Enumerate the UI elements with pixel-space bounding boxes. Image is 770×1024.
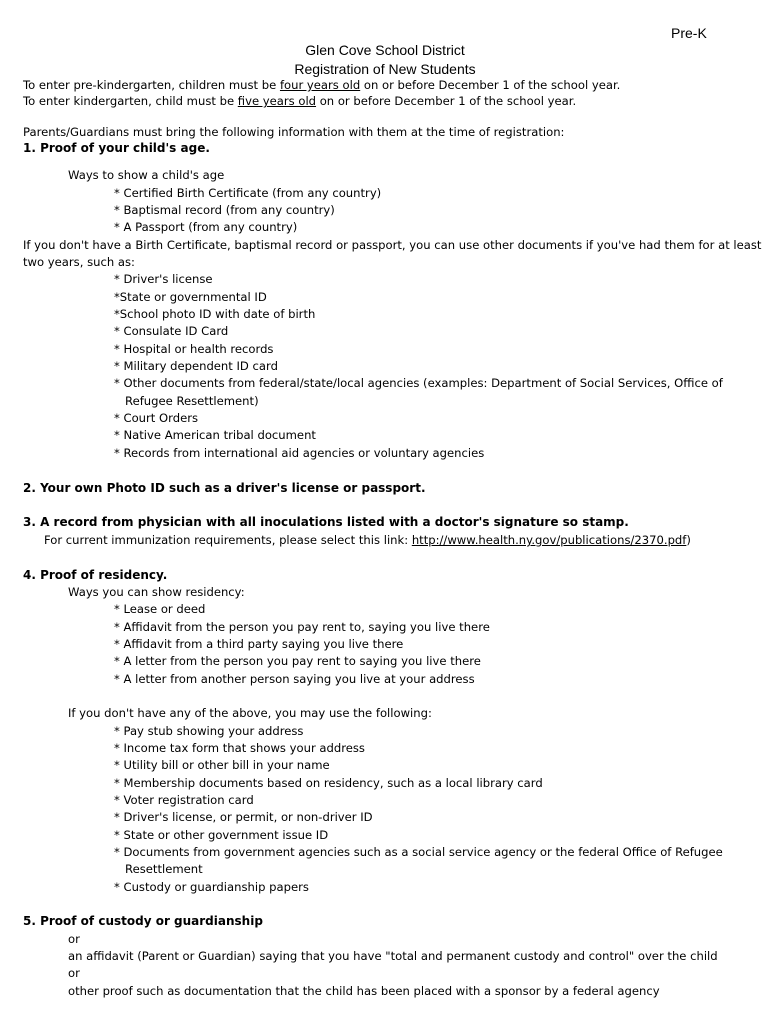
list-item: * Documents from government agencies such as a social service agency or the federal Office of Refugee	[114, 845, 723, 859]
or-separator: or	[68, 932, 80, 946]
age-ways-label: Ways to show a child's age	[68, 168, 225, 182]
section-2-heading: 2. Your own Photo ID such as a driver's license or passport.	[23, 481, 426, 495]
list-item: * Income tax form that shows your address	[114, 741, 365, 755]
list-item: * Other documents from federal/state/local agencies (examples: Department of Social Services, Office of	[114, 376, 723, 390]
list-item: *State or governmental ID	[114, 290, 267, 304]
list-item: * Baptismal record (from any country)	[114, 203, 335, 217]
section-1-heading: 1. Proof of your child's age.	[23, 141, 210, 155]
list-item: * Pay stub showing your address	[114, 724, 304, 738]
list-item: * Hospital or health records	[114, 342, 274, 356]
list-item: Refugee Resettlement)	[114, 394, 259, 408]
list-item: * Records from international aid agencies or voluntary agencies	[114, 446, 485, 460]
list-item: * Affidavit from the person you pay rent to, saying you live there	[114, 620, 490, 634]
list-item: *School photo ID with date of birth	[114, 307, 316, 321]
page-title: Registration of New Students	[294, 61, 476, 77]
list-item: * Driver's license	[114, 272, 213, 286]
list-item: * State or other government issue ID	[114, 828, 329, 842]
list-item: * Driver's license, or permit, or non-driver ID	[114, 810, 373, 824]
list-item: * Certified Birth Certificate (from any country)	[114, 186, 382, 200]
pre-k-label: Pre-K	[671, 25, 707, 41]
prek-age-requirement: To enter pre-kindergarten, children must be four years old on or before December 1 of the school year.	[23, 78, 621, 92]
k-age-requirement: To enter kindergarten, child must be five years old on or before December 1 of the school year.	[23, 94, 577, 108]
alt-docs-text-cont: two years, such as:	[23, 255, 135, 269]
section-5-heading: 5. Proof of custody or guardianship	[23, 914, 263, 928]
section-3-heading: 3. A record from physician with all inoculations listed with a doctor's signature so stamp.	[23, 515, 629, 529]
alt-docs-text: If you don't have a Birth Certificate, baptismal record or passport, you can use other documents if you've had them for at least	[23, 238, 762, 252]
list-item: * A Passport (from any country)	[114, 220, 298, 234]
list-item: * Membership documents based on residency, such as a local library card	[114, 776, 543, 790]
list-item: * Native American tribal document	[114, 428, 316, 442]
list-item: * A letter from another person saying you live at your address	[114, 672, 475, 686]
residency-alt-label: If you don't have any of the above, you may use the following:	[68, 706, 432, 720]
other-proof-text: other proof such as documentation that the child has been placed with a sponsor by a federal agency	[68, 984, 660, 998]
section-4-heading: 4. Proof of residency.	[23, 568, 168, 582]
district-name: Glen Cove School District	[305, 42, 465, 58]
list-item: * Lease or deed	[114, 602, 206, 616]
list-item: * Voter registration card	[114, 793, 254, 807]
bring-instructions: Parents/Guardians must bring the following information with them at the time of registration:	[23, 125, 565, 139]
or-separator: or	[68, 966, 80, 980]
list-item: Resettlement	[114, 862, 203, 876]
list-item: * Military dependent ID card	[114, 359, 278, 373]
list-item: * Utility bill or other bill in your name	[114, 758, 330, 772]
immunization-link[interactable]: http://www.health.ny.gov/publications/2370.pdf	[411, 533, 687, 547]
list-item: * Affidavit from a third party saying you live there	[114, 637, 404, 651]
residency-ways-label: Ways you can show residency:	[68, 585, 245, 599]
list-item: * Custody or guardianship papers	[114, 880, 309, 894]
immunization-line: For current immunization requirements, please select this link: http://www.health.ny.gov/publications/2370.pdf)	[44, 533, 691, 547]
list-item: * Consulate ID Card	[114, 324, 229, 338]
list-item: * Court Orders	[114, 411, 199, 425]
affidavit-text: an affidavit (Parent or Guardian) saying that you have "total and permanent custody and control" over the child	[68, 949, 718, 963]
list-item: * A letter from the person you pay rent to saying you live there	[114, 654, 481, 668]
